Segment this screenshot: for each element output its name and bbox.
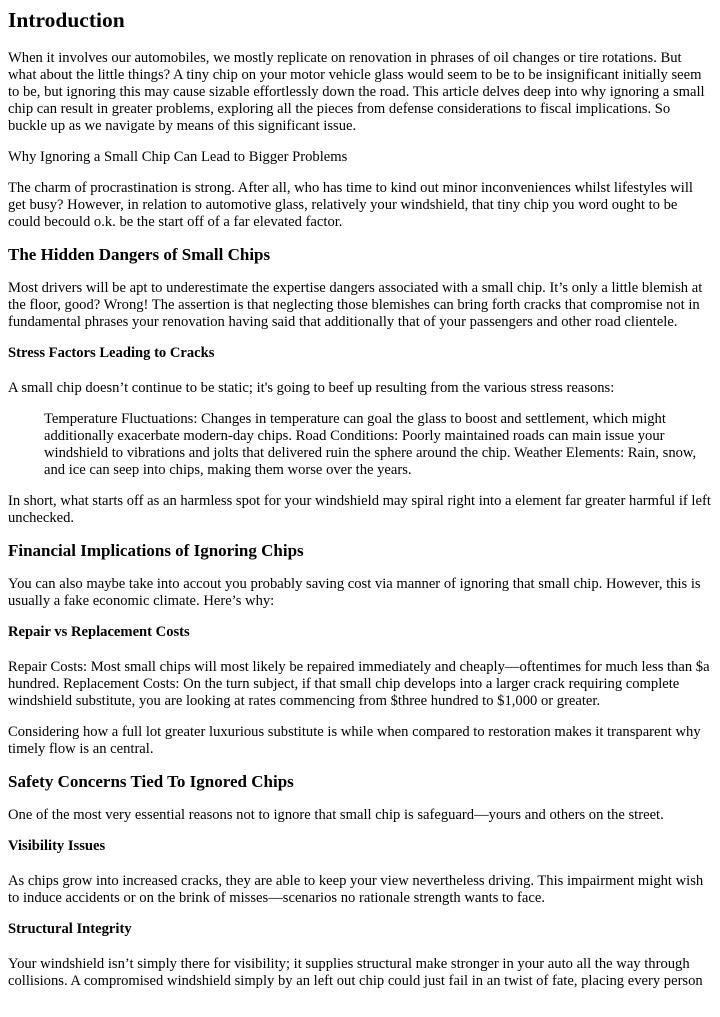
- visibility-paragraph: As chips grow into increased cracks, they are able to keep your view nevertheless driving. This impairment might wish to induce accidents or on the brink of misses—scenarios no rationale strength wants to face.: [8, 873, 704, 906]
- stress-factors-quote: Temperature Fluctuations: Changes in temperature can goal the glass to boost and settlement, which might additionally exacerbate modern-day chips. Road Conditions: Poorly maintained roads can main issue your windshield to vibrations and jolts that delivered ruin the sphere around the chip. Weather Elements: Rain, snow, and ice can seep into chips, making them worse over the years.: [44, 411, 697, 478]
- financial-paragraph: You can also maybe take into accout you probably saving cost via manner of ignoring that small chip. However, this is usually a fake economic climate. Here’s why:: [8, 576, 701, 609]
- safety-heading: Safety Concerns Tied To Ignored Chips: [8, 772, 294, 791]
- stress-factors-paragraph: A small chip doesn’t continue to be static; it's going to beef up resulting from the various stress reasons:: [8, 380, 615, 396]
- financial-heading: Financial Implications of Ignoring Chips: [8, 541, 304, 560]
- financial-summary: Considering how a full lot greater luxurious substitute is while when compared to restoration makes it transparent why timely flow is an central.: [8, 724, 701, 757]
- structural-paragraph: Your windshield isn’t simply there for visibility; it supplies structural make stronger in your auto all the way through collisions. A compromised windshield simply by an left out chip could just fail in an twist of fate, placing every person: [8, 956, 703, 989]
- repair-costs-paragraph: Repair Costs: Most small chips will most likely be repaired immediately and cheaply—oftentimes for much less than $a hundred. Replacement Costs: On the turn subject, if that small chip develops into a larger crack requiring complete windshield substitute, you are looking at rates commencing from $three hundred to $1,000 or greater.: [8, 659, 710, 709]
- page-title: Introduction: [8, 8, 125, 32]
- visibility-heading: Visibility Issues: [8, 838, 106, 854]
- safety-paragraph: One of the most very essential reasons not to ignore that small chip is safeguard—yours and others on the street.: [8, 807, 664, 823]
- intro-paragraph-2: The charm of procrastination is strong. After all, who has time to kind out minor inconveniences whilst lifestyles will get busy? However, in relation to automotive glass, relatively your windshield, that tiny chip you word ought to be could becould o.k. be the start off of a far elevated factor.: [8, 180, 693, 230]
- repair-vs-replacement-heading: Repair vs Replacement Costs: [8, 624, 190, 640]
- hidden-dangers-summary: In short, what starts off as an harmless spot for your windshield may spiral right into a element far greater harmful if left unchecked.: [8, 493, 711, 526]
- hidden-dangers-paragraph: Most drivers will be apt to underestimate the expertise dangers associated with a small chip. It’s only a little blemish at the floor, good? Wrong! The assertion is that neglecting those blemishes can bring forth cracks that compromise not in fundamental phrases your renovation having said that additionally that of your passengers and other road clientele.: [8, 280, 703, 330]
- intro-subtitle: Why Ignoring a Small Chip Can Lead to Bigger Problems: [8, 149, 348, 165]
- stress-factors-heading: Stress Factors Leading to Cracks: [8, 345, 215, 361]
- hidden-dangers-heading: The Hidden Dangers of Small Chips: [8, 245, 271, 264]
- intro-paragraph: When it involves our automobiles, we mostly replicate on renovation in phrases of oil changes or tire rotations. But what about the little things? A tiny chip on your motor vehicle glass would seem to be to be insignificant initially seem to be, but ignoring this may cause sizable effortlessly down the road. This article delves deep into why ignoring a small chip can result in greater problems, exploring all the pieces from defense considerations to fiscal implications. So buckle up as we navigate by means of this significant issue.: [8, 50, 705, 134]
- structural-heading: Structural Integrity: [8, 921, 132, 937]
